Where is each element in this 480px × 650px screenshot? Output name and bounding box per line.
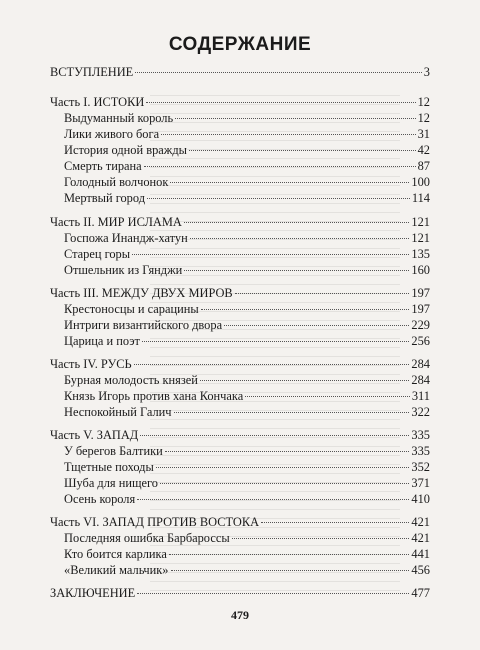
entry-page-number: 114	[411, 191, 430, 205]
dot-leader	[165, 451, 410, 452]
entry-page-number: 3	[423, 65, 430, 79]
dot-leader	[147, 198, 410, 199]
entry-page-number: 12	[417, 95, 430, 109]
entry-title: ЗАКЛЮЧЕНИЕ	[50, 586, 136, 600]
dot-leader	[142, 341, 409, 342]
dot-leader	[132, 254, 409, 255]
entry-title: Голодный волчонок	[64, 175, 169, 189]
entry-title: Лики живого бога	[64, 127, 160, 141]
toc-section-entry	[50, 356, 430, 372]
toc-chapter-entry	[64, 404, 430, 420]
dot-leader	[144, 166, 416, 167]
entry-page-number: 229	[411, 318, 430, 332]
entry-title: Крестоносцы и сарацины	[64, 302, 199, 316]
toc-section-entry	[50, 285, 430, 301]
entry-page-number: 322	[411, 405, 430, 419]
entry-title: Часть V. ЗАПАД	[50, 428, 139, 442]
toc-chapter-entry	[64, 546, 430, 562]
dot-leader	[224, 325, 409, 326]
dot-leader	[135, 72, 422, 73]
toc-chapter-entry	[64, 190, 430, 206]
entry-title: Часть VI. ЗАПАД ПРОТИВ ВОСТОКА	[50, 515, 260, 529]
dot-leader	[189, 150, 416, 151]
dot-leader	[137, 499, 409, 500]
dot-leader	[171, 570, 410, 571]
toc-chapter-entry	[64, 142, 430, 158]
entry-title: Неспокойный Галич	[64, 405, 172, 419]
entry-title: История одной вражды	[64, 143, 187, 157]
dot-leader	[140, 435, 409, 436]
dot-leader	[134, 364, 410, 365]
dot-leader	[232, 538, 410, 539]
entry-page-number: 121	[411, 231, 430, 245]
dot-leader	[146, 102, 415, 103]
dot-leader	[174, 412, 410, 413]
entry-title: У берегов Балтики	[64, 444, 163, 458]
dot-leader	[175, 118, 415, 119]
toc-section-entry	[50, 585, 430, 601]
page-number: 479	[231, 608, 249, 622]
toc-section-entry	[50, 94, 430, 110]
entry-page-number: 160	[411, 263, 430, 277]
dot-leader	[170, 182, 409, 183]
toc-chapter-entry	[64, 530, 430, 546]
entry-title: Госпожа Инандж-хатун	[64, 231, 188, 245]
toc-chapter-entry	[64, 317, 430, 333]
entry-page-number: 284	[411, 357, 430, 371]
dot-leader	[201, 309, 410, 310]
toc-chapter-entry	[64, 333, 430, 349]
entry-page-number: 42	[417, 143, 430, 157]
entry-page-number: 121	[411, 215, 430, 229]
toc-section-entry	[50, 514, 430, 530]
toc-chapter-entry	[64, 230, 430, 246]
entry-page-number: 352	[411, 460, 430, 474]
entry-page-number: 421	[411, 531, 430, 545]
toc-section-entry	[50, 427, 430, 443]
toc-chapter-entry	[64, 388, 430, 404]
toc-chapter-entry	[64, 459, 430, 475]
toc-section-entry	[50, 64, 430, 80]
dot-leader	[169, 554, 410, 555]
entry-page-number: 371	[411, 476, 430, 490]
entry-page-number: 311	[411, 389, 430, 403]
entry-page-number: 100	[411, 175, 430, 189]
entry-page-number: 31	[417, 127, 430, 141]
entry-title: Кто боится карлика	[64, 547, 167, 561]
entry-title: Царица и поэт	[64, 334, 140, 348]
dot-leader	[137, 593, 409, 594]
entry-page-number: 441	[411, 547, 430, 561]
entry-title: Выдуманный король	[64, 111, 174, 125]
entry-title: Князь Игорь против хана Кончака	[64, 389, 244, 403]
dot-leader	[184, 222, 410, 223]
toc-section-entry	[50, 214, 430, 230]
entry-page-number: 135	[411, 247, 430, 261]
entry-page-number: 12	[417, 111, 430, 125]
entry-page-number: 335	[411, 444, 430, 458]
entry-page-number: 284	[411, 373, 430, 387]
toc-chapter-entry	[64, 174, 430, 190]
entry-page-number: 456	[411, 563, 430, 577]
entry-title: Смерть тирана	[64, 159, 142, 173]
entry-title: «Великий мальчик»	[64, 563, 169, 577]
toc-chapter-entry	[64, 301, 430, 317]
entry-title: Интриги византийского двора	[64, 318, 223, 332]
entry-page-number: 256	[411, 334, 430, 348]
entry-page-number: 87	[417, 159, 430, 173]
entry-title: Отшельник из Гянджи	[64, 263, 183, 277]
toc-chapter-entry	[64, 562, 430, 578]
toc-chapter-entry	[64, 110, 430, 126]
entry-title: Бурная молодость князей	[64, 373, 198, 387]
entry-title: Старец горы	[64, 247, 131, 261]
entry-page-number: 197	[411, 302, 430, 316]
entry-page-number: 421	[411, 515, 430, 529]
toc-chapter-entry	[64, 126, 430, 142]
entry-page-number: 335	[411, 428, 430, 442]
entry-title: Часть III. МЕЖДУ ДВУХ МИРОВ	[50, 286, 233, 300]
entry-title: Часть II. МИР ИСЛАМА	[50, 215, 182, 229]
entry-page-number: 410	[411, 492, 430, 506]
entry-title: ВСТУПЛЕНИЕ	[50, 65, 134, 79]
entry-page-number: 477	[411, 586, 430, 600]
entry-title: Часть I. ИСТОКИ	[50, 95, 145, 109]
toc-chapter-entry	[64, 443, 430, 459]
dot-leader	[156, 467, 410, 468]
dot-leader	[235, 293, 410, 294]
entry-title: Осень короля	[64, 492, 136, 506]
dot-leader	[160, 483, 409, 484]
dot-leader	[184, 270, 409, 271]
page-title: СОДЕРЖАНИЕ	[168, 34, 312, 55]
entry-title: Шуба для нищего	[64, 476, 158, 490]
toc-chapter-entry	[64, 372, 430, 388]
dot-leader	[161, 134, 416, 135]
entry-title: Тщетные походы	[64, 460, 154, 474]
toc-chapter-entry	[64, 475, 430, 491]
dot-leader	[200, 380, 410, 381]
dot-leader	[190, 238, 410, 239]
dot-leader	[245, 396, 410, 397]
entry-page-number: 197	[411, 286, 430, 300]
dot-leader	[261, 522, 409, 523]
toc-chapter-entry	[64, 246, 430, 262]
toc-chapter-entry	[64, 262, 430, 278]
toc-chapter-entry	[64, 491, 430, 507]
entry-title: Последняя ошибка Барбароссы	[64, 531, 230, 545]
toc-chapter-entry	[64, 158, 430, 174]
entry-title: Мертвый город	[64, 191, 146, 205]
entry-title: Часть IV. РУСЬ	[50, 357, 132, 371]
